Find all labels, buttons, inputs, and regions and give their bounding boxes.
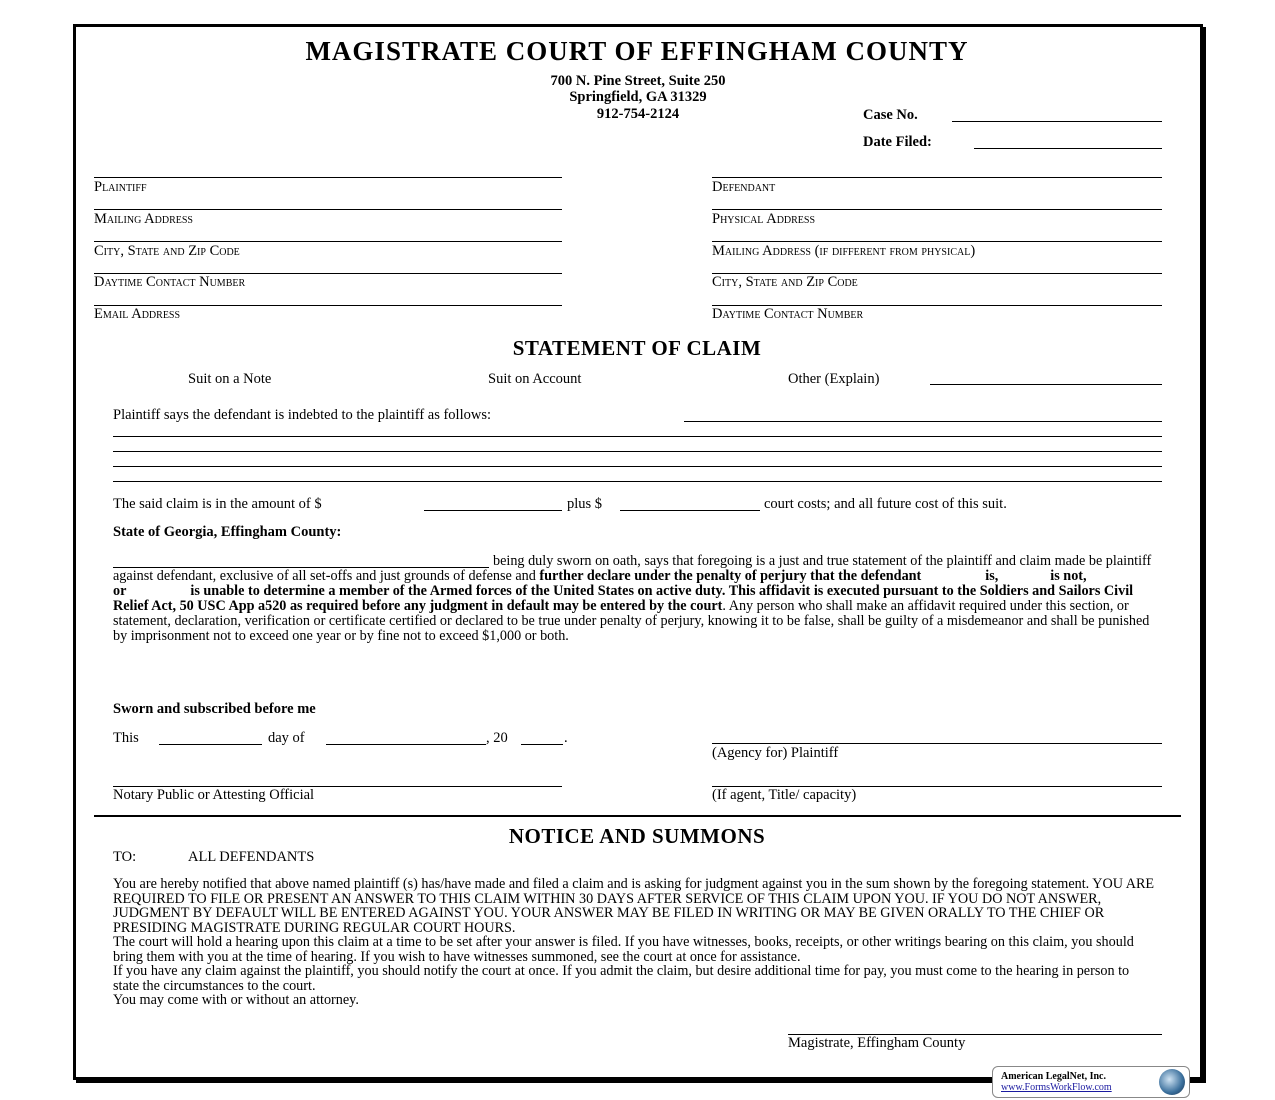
plaintiff-city-label: City, State and Zip Code: [94, 243, 240, 259]
suit-on-account-option[interactable]: Suit on Account: [488, 371, 582, 387]
footer-url[interactable]: www.FormsWorkFlow.com: [1001, 1082, 1112, 1093]
notary-label: Notary Public or Attesting Official: [113, 787, 315, 803]
state-county-label: State of Georgia, Effingham County:: [113, 524, 342, 540]
defendant-physical-address-label: Physical Address: [712, 211, 816, 227]
court-costs-field[interactable]: [620, 510, 760, 511]
footer-company: American LegalNet, Inc.: [1001, 1071, 1106, 1082]
notice-paragraph-1: You are hereby notified that above named plaintiff (s) has/have made and filed a claim and is asking for judgment against you in the sum shown by the foregoing statement. YOU ARE REQUIRED TO FILE OR PRESENT AN ANSWER TO THIS CLAIM WITHIN 30 DAYS AFTER SERVICE OF THIS CLAIM UPON YOU. IF YOU DO NOT ANSWER, JUDGMENT BY DEFAULT WILL BE ENTERED AGAINST YOU. YOUR ANSWER MAY BE FILED IN WRITING OR MAY BE GIVEN ORALLY TO THE CHIEF OR PRESIDING MAGISTRATE DURING REGULAR COURT HOURS.: [113, 876, 1155, 936]
statement-heading: STATEMENT OF CLAIM: [512, 336, 762, 360]
plaintiff-email-label: Email Address: [94, 306, 181, 322]
other-option[interactable]: Other (Explain): [788, 371, 880, 387]
indebted-field-line-5[interactable]: [113, 481, 1162, 482]
notice-paragraph-3: If you have any claim against the plaintiff, you should notify the court at once. If you admit the claim, but desire additional time for pay, you must come to the hearing in person to state the circumstances to the court.: [113, 963, 1130, 994]
date-filed-label: Date Filed:: [863, 134, 932, 150]
notice-body: [113, 877, 1158, 1008]
court-phone: 912-754-2124: [596, 106, 680, 122]
oath-penalty-text: . Any person who shall make an affidavit required under this section, or statement, declaration, verification or certificate certified or declared to be true under penalty of perjury, knowing it to be false, shall be guilty of a misdemeanor and shall be punished by imprisonment not to exceed one year or by fine not to exceed $1,000 or both.: [113, 598, 1150, 644]
oath-bold-text-2: determine a member of the Armed forces of the United States on active duty. This affidavit is executed pursuant to the Soldiers and Sailors Civil Relief Act, 50 USC App a520 as required before any judgment in default may be entered by the court: [113, 583, 1134, 614]
plaintiff-field[interactable]: [94, 177, 562, 178]
indebted-field-line-2[interactable]: [113, 436, 1162, 437]
notice-heading: NOTICE AND SUMMONS: [508, 824, 766, 848]
court-address-2: Springfield, GA 31329: [569, 89, 707, 105]
suit-on-note-option[interactable]: Suit on a Note: [188, 371, 272, 387]
plaintiff-mailing-address-label: Mailing Address: [94, 211, 193, 227]
section-divider: [94, 815, 1181, 817]
year-label: , 20: [486, 730, 508, 746]
defendant-label: Defendant: [712, 179, 776, 195]
court-address-1: 700 N. Pine Street, Suite 250: [550, 73, 726, 89]
defendant-field[interactable]: [712, 177, 1162, 178]
other-explain-field[interactable]: [930, 384, 1162, 385]
sworn-label: Sworn and subscribed before me: [113, 701, 316, 717]
plaintiff-phone-label: Daytime Contact Number: [94, 274, 246, 290]
day-of-label: day of: [268, 730, 305, 746]
all-defendants-label: ALL DEFENDANTS: [188, 849, 315, 865]
defendant-city-label: City, State and Zip Code: [712, 274, 858, 290]
plus-label: plus $: [567, 496, 603, 512]
option-unable[interactable]: is unable to: [190, 583, 260, 599]
plaintiff-city-field[interactable]: [94, 241, 562, 242]
amount-label: The said claim is in the amount of $: [113, 496, 322, 512]
defendant-phone-label: Daytime Contact Number: [712, 306, 864, 322]
period: .: [564, 730, 568, 746]
court-costs-label: court costs; and all future cost of this suit.: [764, 496, 1007, 512]
plaintiff-label: Plaintiff: [94, 179, 147, 195]
option-is[interactable]: is,: [985, 568, 999, 584]
agent-title-label: (If agent, Title/ capacity): [712, 787, 857, 803]
to-label: TO:: [113, 849, 137, 865]
defendant-mailing-address-field[interactable]: [712, 241, 1162, 242]
magistrate-label: Magistrate, Effingham County: [788, 1035, 966, 1051]
notice-paragraph-4: You may come with or without an attorney.: [113, 992, 359, 1008]
court-title: MAGISTRATE COURT OF EFFINGHAM COUNTY: [305, 36, 969, 66]
option-is-not[interactable]: is not, or: [113, 568, 1087, 599]
indebted-field-line-3[interactable]: [113, 451, 1162, 452]
indebted-field-line-1[interactable]: [684, 421, 1162, 422]
oath-bold-text: further declare under the penalty of perjury that the defendant: [539, 568, 922, 584]
defendant-physical-address-field[interactable]: [712, 209, 1162, 210]
footer-logo: [992, 1066, 1190, 1098]
indebted-label: Plaintiff says the defendant is indebted to the plaintiff as follows:: [113, 407, 492, 423]
plaintiff-signature-field[interactable]: [712, 743, 1162, 744]
claim-amount-field[interactable]: [424, 510, 562, 511]
plaintiff-mailing-address-field[interactable]: [94, 209, 562, 210]
globe-icon: [1159, 1069, 1185, 1095]
case-no-field[interactable]: [952, 121, 1162, 122]
year-field[interactable]: [521, 744, 563, 745]
notice-paragraph-2: The court will hold a hearing upon this claim at a time to be set after your answer is filed. If you have witnesses, books, receipts, or other writings bearing on this claim, you should bring them with you at the time of hearing. If you wish to have witnesses summoned, see the court at once for assistance.: [113, 934, 1134, 965]
day-field[interactable]: [159, 744, 262, 745]
this-label: This: [113, 730, 139, 746]
month-field[interactable]: [326, 744, 486, 745]
oath-paragraph: [113, 554, 1163, 644]
defendant-mailing-address-label: Mailing Address (if different from physical): [712, 243, 976, 259]
oath-text: being duly sworn on oath, says that foregoing is a just and true statement of the plaintiff and claim made be plaintiff against defendant, exclusive of all set-offs and just grounds of defense and: [113, 553, 1152, 584]
case-no-label: Case No.: [863, 107, 918, 123]
date-filed-field[interactable]: [974, 148, 1162, 149]
agency-plaintiff-label: (Agency for) Plaintiff: [712, 745, 839, 761]
indebted-field-line-4[interactable]: [113, 466, 1162, 467]
